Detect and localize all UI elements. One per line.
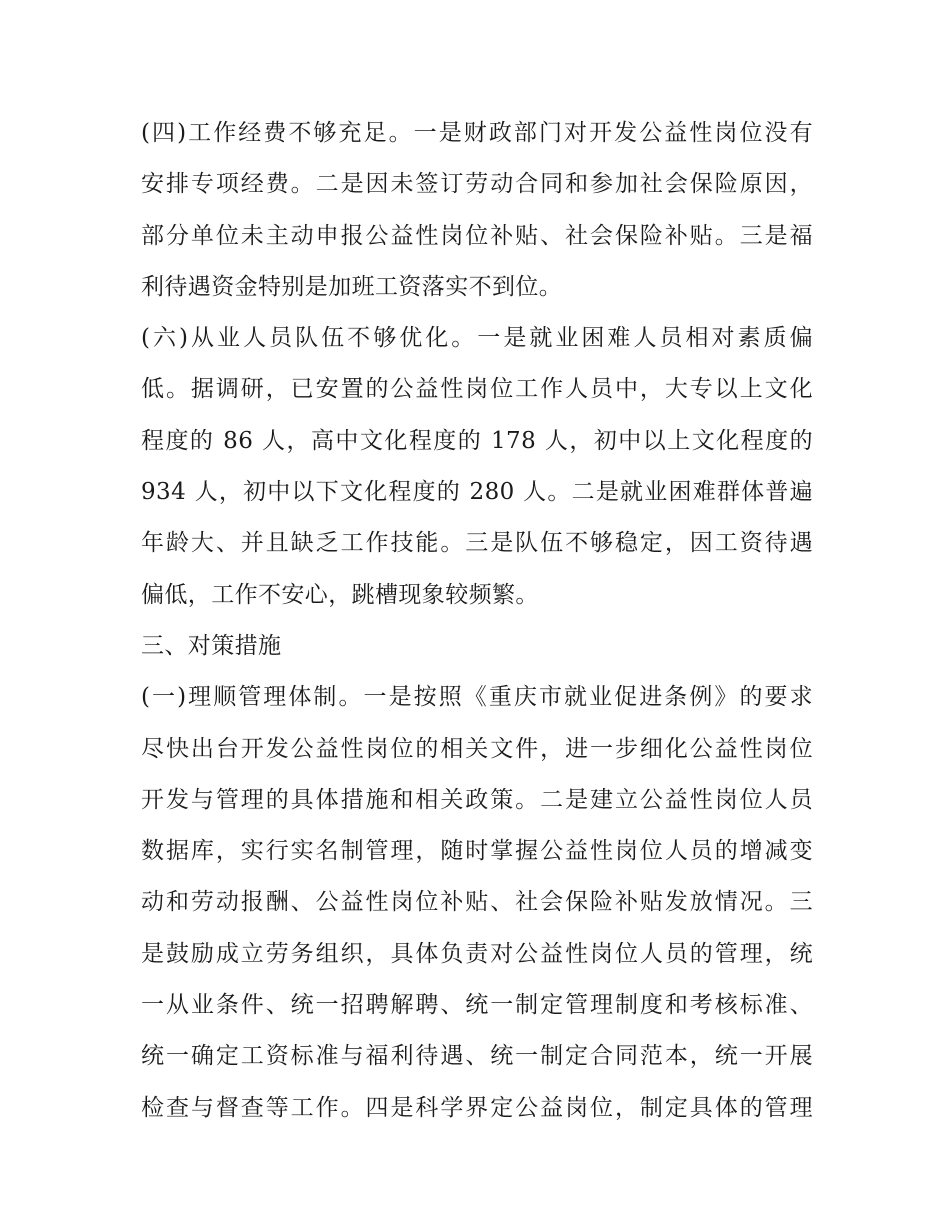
text-line: 检查与督查等工作。四是科学界定公益岗位，制定具体的管理 bbox=[141, 1094, 813, 1121]
text-line: 低。据调研，已安置的公益性岗位工作人员中，大专以上文化 bbox=[141, 376, 813, 403]
text-line: (一)理顺管理体制。一是按照《重庆市就业促进条例》的要求 bbox=[141, 684, 813, 711]
text-line: 是鼓励成立劳务组织，具体负责对公益性岗位人员的管理，统 bbox=[141, 940, 813, 967]
text-line: 开发与管理的具体措施和相关政策。二是建立公益性岗位人员 bbox=[141, 786, 813, 813]
text-line: 程度的 86 人，高中文化程度的 178 人，初中以上文化程度的 bbox=[141, 427, 813, 454]
text-line: 部分单位未主动申报公益性岗位补贴、社会保险补贴。三是福 bbox=[141, 222, 813, 249]
section-heading: 三、对策措施 bbox=[141, 632, 282, 659]
text-line: (六)从业人员队伍不够优化。一是就业困难人员相对素质偏 bbox=[141, 325, 813, 352]
text-line: 年龄大、并且缺乏工作技能。三是队伍不够稳定，因工资待遇 bbox=[141, 530, 813, 557]
text-line: 动和劳动报酬、公益性岗位补贴、社会保险补贴发放情况。三 bbox=[141, 889, 813, 916]
text-line: 安排专项经费。二是因未签订劳动合同和参加社会保险原因， bbox=[141, 171, 813, 198]
text-line: 尽快出台开发公益性岗位的相关文件，进一步细化公益性岗位 bbox=[141, 735, 813, 762]
paragraph-end-line: 利待遇资金特别是加班工资落实不到位。 bbox=[141, 273, 563, 300]
text-line: 934 人，初中以下文化程度的 280 人。二是就业困难群体普遍 bbox=[141, 479, 813, 506]
text-line: 数据库，实行实名制管理，随时掌握公益性岗位人员的增减变 bbox=[141, 838, 813, 865]
document-page bbox=[141, 108, 813, 1134]
paragraph-end-line: 偏低，工作不安心，跳槽现象较频繁。 bbox=[141, 581, 539, 608]
text-line: 统一确定工资标准与福利待遇、统一制定合同范本，统一开展 bbox=[141, 1043, 813, 1070]
text-line: 一从业条件、统一招聘解聘、统一制定管理制度和考核标准、 bbox=[141, 992, 813, 1019]
text-line: (四)工作经费不够充足。一是财政部门对开发公益性岗位没有 bbox=[141, 120, 813, 146]
